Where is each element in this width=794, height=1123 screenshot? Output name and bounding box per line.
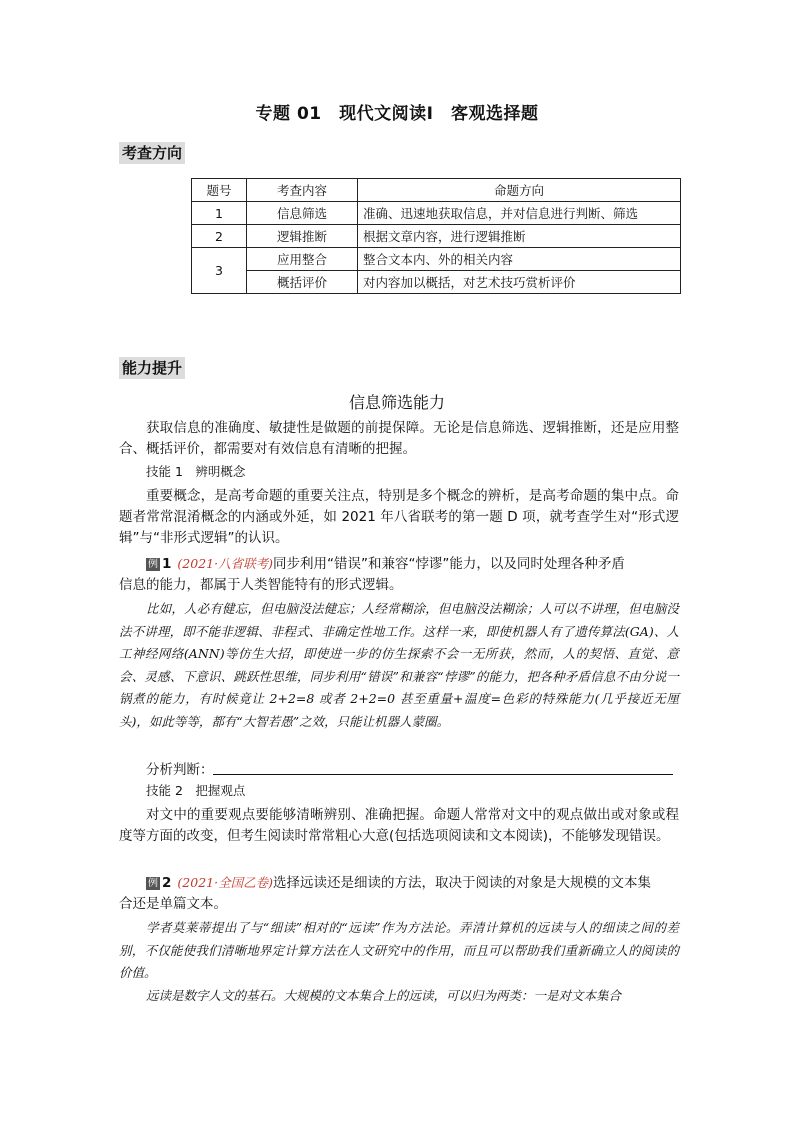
table-cell-num: 3 [192, 248, 247, 294]
example-number: 1 [162, 556, 172, 572]
section-heading-ability: 能力提升 [119, 357, 185, 379]
table-cell-num: 2 [192, 225, 247, 248]
example-2-statement-cont: 合还是单篇文本。 [119, 896, 227, 912]
skill-1-label: 技能 1 辨明概念 [146, 464, 246, 479]
table-header-cell: 命题方向 [358, 179, 681, 202]
table-cell-direction: 准确、迅速地获取信息，并对信息进行判断、筛选 [358, 202, 681, 225]
exam-direction-table [191, 178, 681, 294]
table-cell-content: 逻辑推断 [247, 225, 358, 248]
table-cell-direction: 整合文本内、外的相关内容 [358, 248, 681, 271]
skill-1-body: 重要概念，是高考命题的重要关注点，特别是多个概念的辨析，是高考命题的集中点。命题者常常混淆概念的内涵或外延，如 2021 年八省联考的第一题 D 项，就考查学生对“形式逻辑”与“非形式逻辑”的认识。 [119, 488, 679, 546]
example-1-statement [146, 553, 681, 575]
table-cell-content: 信息筛选 [247, 202, 358, 225]
skill-2-body: 对文中的重要观点要能够清晰辨别、准确把握。命题人常常对文中的观点做出或对象或程度等方面的改变，但考生阅读时常常粗心大意(包括选项阅读和文本阅读)，不能够发现错误。 [119, 807, 679, 844]
example-source: (2021·全国乙卷) [177, 875, 273, 890]
table-row [192, 225, 681, 248]
example-statement-text: 同步利用“错误”和兼容“悖谬”能力，以及同时处理各种矛盾 [272, 556, 625, 572]
example-2-statement [146, 872, 681, 894]
example-badge: 例 [148, 878, 158, 889]
table-cell-content: 概括评价 [247, 271, 358, 294]
table-header-cell: 考查内容 [247, 179, 358, 202]
section-subtitle: 信息筛选能力 [348, 393, 445, 412]
table-header-cell: 题号 [192, 179, 247, 202]
example-number: 2 [162, 875, 172, 891]
example-2-passage-1: 学者莫莱蒂提出了与“细读”相对的“远读”作为方法论。弄清计算机的远读与人的细读之间的差别，不仅能使我们清晰地界定计算方法在人文研究中的作用，而且可以帮助我们重新确立人的阅读的价值。 [119, 920, 679, 980]
example-statement-text: 选择远读还是细读的方法，取决于阅读的对象是大规模的文本集 [272, 875, 651, 891]
example-2-passage-2: 远读是数字人文的基石。大规模的文本集合上的远读，可以归为两类：一是对文本集合 [146, 988, 622, 1003]
section-heading-exam-direction: 考查方向 [119, 142, 185, 164]
page-title: 专题 01 现代文阅读Ⅰ 客观选择题 [255, 104, 539, 124]
table-row [192, 248, 681, 271]
table-cell-content: 应用整合 [247, 248, 358, 271]
table-cell-direction: 对内容加以概括，对艺术技巧赏析评价 [358, 271, 681, 294]
table-cell-num: 1 [192, 202, 247, 225]
table-row [192, 271, 681, 294]
analysis-answer-line[interactable] [213, 774, 673, 775]
example-badge: 例 [148, 559, 158, 570]
skill-2-label: 技能 2 把握观点 [146, 783, 246, 798]
example-1-statement-cont: 信息的能力，都属于人类智能特有的形式逻辑。 [119, 577, 403, 593]
analysis-label: 分析判断： [146, 762, 214, 778]
table-row [192, 202, 681, 225]
table-cell-direction: 根据文章内容，进行逻辑推断 [358, 225, 681, 248]
example-1-passage: 比如，人必有健忘，但电脑没法健忘；人经常糊涂，但电脑没法糊涂；人可以不讲理，但电脑没法不讲理，即不能非逻辑、非程式、非确定性地工作。这样一来，即使机器人有了遗传算法(GA)、人工神经网络(ANN)等仿生大招，即使进一步的仿生探索不会一无所获，然而，人的契悟、直觉、意会、灵感、下意识、跳跃性思维，同步利用“错误”和兼容“悖谬”的能力，把各种矛盾信息不由分说一锅煮的能力，有时候竟让 2+2=8 或者 2+2=0 甚至重量+温度=色彩的特殊能力(几乎接近无厘头)，如此等等，都有“大智若愚”之效，只能让机器人蒙圈。 [119, 601, 679, 729]
example-source: (2021·八省联考) [177, 556, 273, 571]
table-header-row [192, 179, 681, 202]
intro-paragraph: 获取信息的准确度、敏捷性是做题的前提保障。无论是信息筛选、逻辑推断，还是应用整合、概括评价，都需要对有效信息有清晰的把握。 [119, 420, 679, 457]
